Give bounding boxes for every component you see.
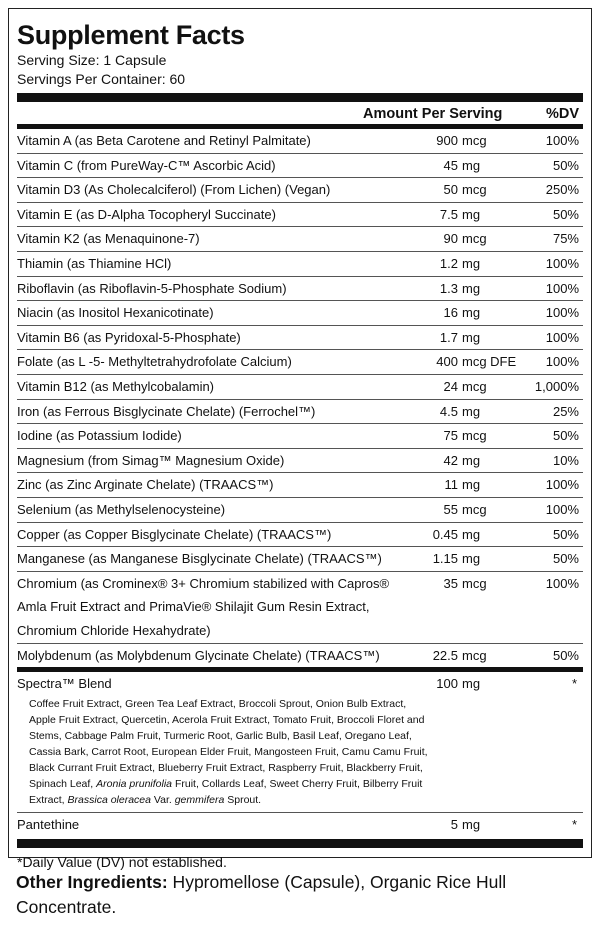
- nutrient-row: [17, 497, 583, 522]
- nutrient-dv: 50%: [552, 647, 579, 663]
- pantethine-dv: *: [571, 817, 577, 833]
- nutrient-unit: mcg: [462, 647, 487, 663]
- nutrient-dv: 10%: [552, 452, 579, 468]
- nutrient-dv: 100%: [545, 305, 579, 321]
- nutrient-amount: 7.5: [439, 206, 458, 222]
- nutrient-amount: 400: [436, 354, 458, 370]
- blend-amount: 100: [436, 676, 458, 692]
- footnote: *Daily Value (DV) not established.: [17, 854, 227, 871]
- nutrient-row: [17, 276, 583, 301]
- nutrient-row: [17, 153, 583, 178]
- nutrient-amount: 1.3: [439, 280, 458, 296]
- nutrient-row: [17, 325, 583, 350]
- nutrient-name: Riboflavin (as Riboflavin-5-Phosphate Sodium): [17, 280, 287, 296]
- nutrient-unit: mg: [462, 477, 481, 493]
- nutrient-amount: 45: [443, 157, 458, 173]
- nutrient-name: Manganese (as Manganese Bisglycinate Chelate) (TRAACS™): [17, 551, 382, 567]
- nutrient-name: Vitamin B6 (as Pyridoxal-5-Phosphate): [17, 329, 241, 345]
- nutrient-dv: 100%: [545, 255, 579, 271]
- nutrient-row: [17, 546, 583, 571]
- nutrient-row: [17, 251, 583, 276]
- nutrient-name: Thiamin (as Thiamine HCl): [17, 255, 172, 271]
- nutrient-amount: 900: [436, 133, 458, 148]
- nutrient-name: Folate (as L -5- Methyltetrahydrofolate Calcium): [17, 354, 292, 370]
- nutrient-row: [17, 399, 583, 424]
- nutrient-dv: 50%: [552, 206, 579, 222]
- other-ingredients-label: Other Ingredients:: [16, 872, 168, 892]
- pantethine-unit: mg: [462, 817, 481, 833]
- nutrient-table: [17, 129, 583, 571]
- blend-ingredients: Coffee Fruit Extract, Green Tea Leaf Extract, Broccoli Sprout, Onion Bulb Extract, Apple Fruit Extract, Quercetin, Acerola Fruit Extract, Tomato Fruit, Broccoli Floret and Stems, Cabbage Palm Fruit, Turmeric Root, Garlic Bulb, Basil Leaf, Oregano Leaf, Cassia Bark, Carrot Root, European Elder Fruit, Mangosteen Fruit, Camu Camu Fruit, Black Currant Fruit Extract, Blueberry Fruit Extract, Raspberry Fruit, Blackberry Fruit, Spinach Leaf, Aronia prunifolia Fruit, Collards Leaf, Sweet Cherry Fruit, Bilberry Fruit Extract, Brassica oleracea Var. gemmifera Sprout.: [29, 698, 428, 807]
- nutrient-dv: 100%: [545, 575, 579, 591]
- nutrient-name: Iodine (as Potassium Iodide): [17, 428, 182, 444]
- nutrient-name: Vitamin E (as D-Alpha Tocopheryl Succinate): [17, 206, 276, 222]
- nutrient-name: Copper (as Copper Bisglycinate Chelate) (TRAACS™): [17, 526, 332, 542]
- nutrient-name: Zinc (as Zinc Arginate Chelate) (TRAACS™): [17, 477, 274, 493]
- nutrient-row: [17, 472, 583, 497]
- nutrient-row: [17, 177, 583, 202]
- nutrient-name: Vitamin D3 (As Cholecalciferol) (From Lichen) (Vegan): [17, 182, 331, 198]
- other-ingredients: [16, 870, 586, 920]
- nutrient-row: [17, 374, 583, 399]
- nutrient-name: Molybdenum (as Molybdenum Glycinate Chelate) (TRAACS™): [17, 647, 380, 663]
- supplement-facts-panel: [8, 8, 592, 871]
- blend-name: Spectra™ Blend: [17, 676, 112, 692]
- nutrient-row: [17, 522, 583, 547]
- nutrient-dv: 50%: [552, 428, 579, 444]
- nutrient-name: Chromium (as Crominex® 3+ Chromium stabilized with Capros® Amla Fruit Extract and PrimaVie® Shilajit Gum Resin Extract, Chromium Chloride Hexahydrate): [17, 575, 390, 638]
- nutrient-unit: mcg: [462, 575, 487, 591]
- nutrient-unit: mcg: [462, 501, 487, 517]
- nutrient-amount: 1.15: [432, 551, 458, 567]
- nutrient-amount: 22.5: [432, 647, 458, 663]
- nutrient-dv: 100%: [545, 133, 579, 148]
- nutrient-amount: 75: [443, 428, 458, 444]
- nutrient-unit: mg: [462, 157, 481, 173]
- nutrient-amount: 1.2: [439, 255, 458, 271]
- blend-row: [17, 672, 583, 812]
- blend-unit: mg: [462, 676, 481, 692]
- nutrient-amount: 24: [443, 378, 458, 394]
- nutrient-name: Niacin (as Inositol Hexanicotinate): [17, 305, 214, 321]
- nutrient-dv: 100%: [545, 354, 579, 370]
- nutrient-amount: 16: [443, 305, 458, 321]
- nutrient-name: Vitamin C (from PureWay-C™ Ascorbic Acid): [17, 157, 276, 173]
- nutrient-row-chromium: [17, 571, 583, 643]
- nutrient-dv: 100%: [545, 329, 579, 345]
- nutrient-dv: 50%: [552, 551, 579, 567]
- nutrient-name: Selenium (as Methylselenocysteine): [17, 501, 226, 517]
- nutrient-amount: 90: [443, 231, 458, 247]
- nutrient-dv: 25%: [552, 403, 579, 419]
- nutrient-name: Vitamin A (as Beta Carotene and Retinyl Palmitate): [17, 133, 311, 148]
- nutrient-name: Magnesium (from Simag™ Magnesium Oxide): [17, 452, 285, 468]
- nutrient-amount: 1.7: [439, 329, 458, 345]
- nutrient-unit: mg: [462, 526, 481, 542]
- nutrient-row: [17, 202, 583, 227]
- pantethine-name: Pantethine: [17, 817, 80, 833]
- panel-title: Supplement Facts: [17, 20, 245, 50]
- divider-thick: [17, 839, 583, 848]
- divider-thick: [17, 93, 583, 102]
- nutrient-unit: mg: [462, 452, 481, 468]
- other-ingredients-text: Hypromellose (Capsule), Organic Rice Hull Concentrate.: [16, 872, 507, 917]
- nutrient-amount: 4.5: [439, 403, 458, 419]
- nutrient-row: [17, 423, 583, 448]
- nutrient-dv: 250%: [545, 182, 579, 198]
- nutrient-amount: 55: [443, 501, 458, 517]
- nutrient-amount: 0.45: [432, 526, 458, 542]
- nutrient-unit: mcg: [462, 378, 487, 394]
- nutrient-name: Vitamin K2 (as Menaquinone-7): [17, 231, 200, 247]
- nutrient-unit: mcg: [462, 182, 487, 198]
- nutrient-dv: 100%: [545, 280, 579, 296]
- nutrient-unit: mcg: [462, 428, 487, 444]
- nutrient-name: Iron (as Ferrous Bisglycinate Chelate) (Ferrochel™): [17, 403, 316, 419]
- nutrient-amount: 42: [443, 452, 458, 468]
- table-header: [17, 102, 583, 124]
- nutrient-unit: mcg: [462, 231, 487, 247]
- nutrient-amount: 11: [444, 477, 458, 493]
- nutrient-dv: 50%: [552, 526, 579, 542]
- nutrient-unit: mg: [462, 280, 481, 296]
- nutrient-unit: mg: [462, 255, 481, 271]
- nutrient-name: Vitamin B12 (as Methylcobalamin): [17, 378, 215, 394]
- amount-header: Amount Per Serving: [363, 106, 503, 122]
- nutrient-row: [17, 129, 583, 153]
- nutrient-row: [17, 226, 583, 251]
- nutrient-unit: mg: [462, 551, 481, 567]
- nutrient-unit: mg: [462, 305, 481, 321]
- dv-header: %DV: [545, 106, 579, 122]
- nutrient-dv: 50%: [552, 157, 579, 173]
- blend-dv: *: [571, 676, 577, 692]
- nutrient-dv: 100%: [545, 501, 579, 517]
- nutrient-dv: 100%: [545, 477, 579, 493]
- servings-per-container: Servings Per Container: 60: [17, 71, 186, 87]
- nutrient-unit: mg: [462, 206, 481, 222]
- nutrient-row-molybdenum: [17, 643, 583, 668]
- serving-size: Serving Size: 1 Capsule: [17, 52, 167, 68]
- nutrient-amount: 35: [443, 575, 458, 591]
- nutrient-amount: 50: [443, 182, 458, 198]
- nutrient-row: [17, 448, 583, 473]
- nutrient-dv: 75%: [552, 231, 579, 247]
- nutrient-unit: mg: [462, 329, 481, 345]
- nutrient-row: [17, 300, 583, 325]
- nutrient-row: [17, 349, 583, 374]
- nutrient-unit: mcg DFE: [462, 354, 517, 370]
- pantethine-row: [17, 812, 583, 837]
- nutrient-unit: mg: [462, 403, 481, 419]
- nutrient-dv: 1,000%: [534, 378, 579, 394]
- pantethine-amount: 5: [450, 817, 458, 833]
- nutrient-unit: mcg: [462, 133, 487, 148]
